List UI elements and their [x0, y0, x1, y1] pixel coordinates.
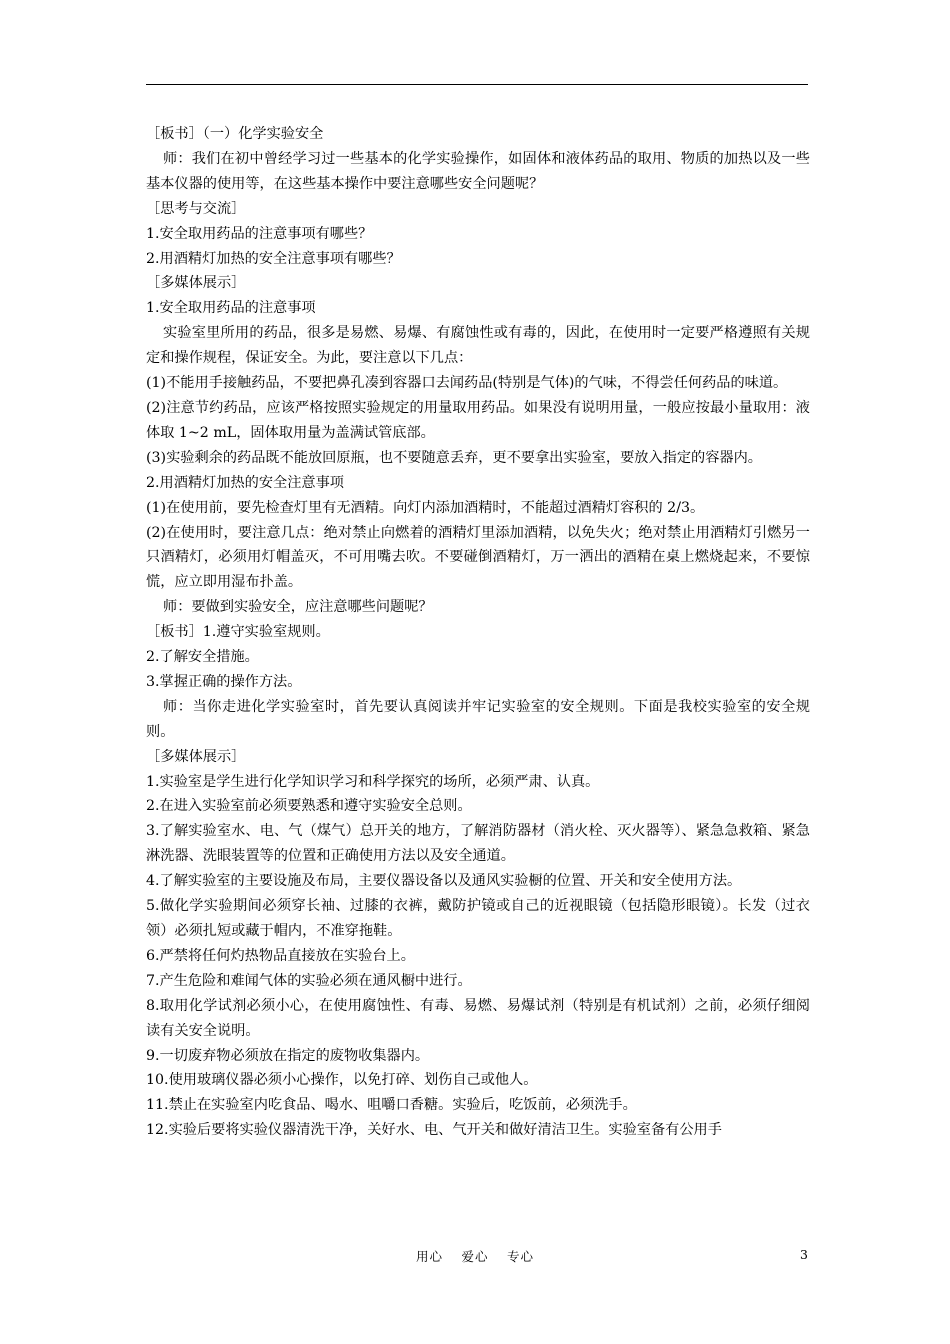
paragraph: 实验室里所用的药品，很多是易燃、易爆、有腐蚀性或有毒的，因此，在使用时一定要严格遵照有关规定和操作规程，保证安全。为此，要注意以下几点： [146, 325, 810, 367]
paragraph: (2)在使用时，要注意几点：绝对禁止向燃着的酒精灯里添加酒精，以免失火；绝对禁止用酒精灯引燃另一只酒精灯，必须用灯帽盖灭，不可用嘴去吹。不要碰倒酒精灯，万一洒出的酒精在桌上燃烧起来，不要惊慌，应立即用湿布扑盖。 [146, 524, 810, 591]
paragraph: 2.用酒精灯加热的安全注意事项 [146, 474, 344, 491]
paragraph: 2.了解安全措施。 [146, 649, 259, 666]
paragraph: 3.掌握正确的操作方法。 [146, 673, 302, 690]
paragraph: (2)注意节约药品，应该严格按照实验规定的用量取用药品。如果没有说明用量，一般应按最小量取用：液体取 1~2 mL，固体取用量为盖满试管底部。 [146, 399, 810, 441]
paragraph: 8.取用化学试剂必须小心，在使用腐蚀性、有毒、易燃、易爆试剂（特别是有机试剂）之前，必须仔细阅读有关安全说明。 [146, 997, 810, 1039]
paragraph: ［思考与交流］ [146, 200, 246, 217]
paragraph: 7.产生危险和难闻气体的实验必须在通风橱中进行。 [146, 972, 472, 989]
paragraph: ［板书］1.遵守实验室规则。 [146, 624, 330, 641]
paragraph: (3)实验剩余的药品既不能放回原瓶，也不要随意丢弃，更不要拿出实验室，要放入指定的容器内。 [146, 449, 762, 466]
paragraph: 6.严禁将任何灼热物品直接放在实验台上。 [146, 947, 415, 964]
paragraph: 5.做化学实验期间必须穿长袖、过膝的衣裤，戴防护镜或自己的近视眼镜（包括隐形眼镜）。长发（过衣领）必须扎短或藏于帽内，不准穿拖鞋。 [146, 898, 810, 939]
paragraph: 2.在进入实验室前必须要熟悉和遵守实验安全总则。 [146, 798, 472, 815]
paragraph: 师：当你走进化学实验室时，首先要认真阅读并牢记实验室的安全规则。下面是我校实验室的安全规则。 [146, 698, 810, 740]
paragraph: 9.一切废弃物必须放在指定的废物收集器内。 [146, 1047, 430, 1064]
paragraph: 11.禁止在实验室内吃食品、喝水、咀嚼口香糖。实验后，吃饭前，必须洗手。 [146, 1097, 637, 1114]
footer-motto: 用心 爱心 专心 [416, 1249, 534, 1264]
header-rule [146, 84, 808, 85]
document-body [146, 122, 810, 1143]
paragraph: ［板书］（一）化学实验安全 [146, 126, 324, 142]
paragraph: (1)不能用手接触药品，不要把鼻孔凑到容器口去闻药品(特别是气体)的气味，不得尝任何药品的味道。 [146, 375, 788, 392]
paragraph: 师：要做到实验安全，应注意哪些问题呢？ [163, 599, 433, 616]
paragraph: 1.实验室是学生进行化学知识学习和科学探究的场所，必须严肃、认真。 [146, 773, 600, 790]
paragraph: 3.了解实验室水、电、气（煤气）总开关的地方，了解消防器材（消火栓、灭火器等）、紧急急救箱、紧急淋洗器、洗眼装置等的位置和正确使用方法以及安全通道。 [146, 823, 810, 865]
paragraph: (1)在使用前，要先检查灯里有无酒精。向灯内添加酒精时，不能超过酒精灯容积的 2/3。 [146, 499, 705, 516]
page-number: 3 [800, 1247, 808, 1262]
paragraph: ［多媒体展示］ [146, 748, 246, 765]
paragraph: 2.用酒精灯加热的安全注意事项有哪些？ [146, 250, 401, 267]
paragraph: 4.了解实验室的主要设施及布局，主要仪器设备以及通风实验橱的位置、开关和安全使用方法。 [146, 873, 742, 890]
paragraph: 1.安全取用药品的注意事项 [146, 300, 316, 317]
paragraph: 师：我们在初中曾经学习过一些基本的化学实验操作，如固体和液体药品的取用、物质的加热以及一些基本仪器的使用等，在这些基本操作中要注意哪些安全问题呢？ [146, 150, 810, 192]
paragraph: 1.安全取用药品的注意事项有哪些？ [146, 225, 373, 242]
paragraph: ［多媒体展示］ [146, 275, 246, 292]
paragraph: 10.使用玻璃仪器必须小心操作，以免打碎、划伤自己或他人。 [146, 1072, 538, 1089]
paragraph: 12.实验后要将实验仪器清洗干净，关好水、电、气开关和做好清洁卫生。实验室备有公用手 [146, 1122, 722, 1139]
